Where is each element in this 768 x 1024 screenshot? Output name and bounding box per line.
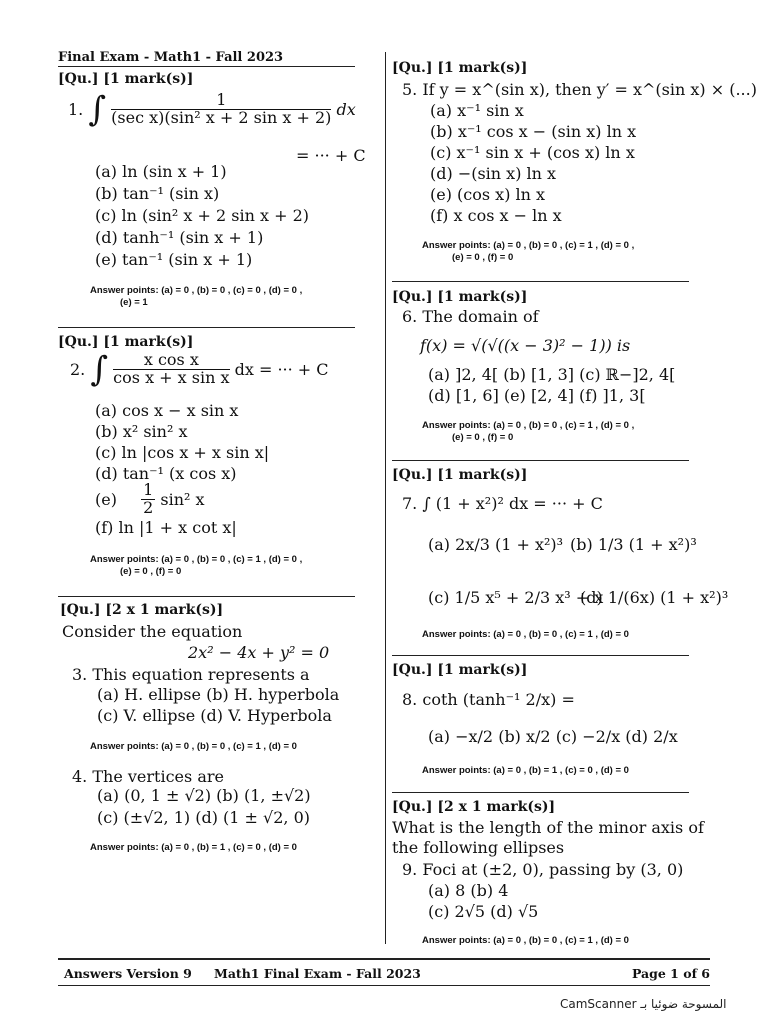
footer-rule [58, 958, 710, 960]
q2-numerator: x cos x [113, 352, 229, 370]
q2-header: [Qu.] [1 mark(s)] [58, 334, 194, 350]
q3-options-row1[interactable]: (a) H. ellipse (b) H. hyperbola [97, 685, 340, 704]
q2-answer-points [90, 554, 302, 578]
q6-options-row1[interactable]: (a) ]2, 4[ (b) [1, 3] (c) ℝ−]2, 4[ [428, 365, 676, 384]
q1-rhs: = ··· + C [296, 146, 366, 165]
q2-answer-line2: (e) = 0 , (f) = 0 [120, 566, 182, 577]
q2-fraction [113, 352, 229, 387]
q2-option-e-rest: sin² x [160, 489, 205, 509]
q2-option-b[interactable]: (b) x² sin² x [95, 422, 188, 441]
exam-title: Final Exam - Math1 - Fall 2023 [58, 50, 284, 65]
q9-intro-line2: the following ellipses [392, 838, 565, 857]
q1-answer-line1: Answer points: (a) = 0 , (b) = 0 , (c) = 0 , (d) = 0 , [90, 285, 303, 296]
q3-answer-points: Answer points: (a) = 0 , (b) = 0 , (c) = 1 , (d) = 0 [90, 741, 297, 752]
q5-answer-points [422, 240, 634, 264]
q9-intro-line1: What is the length of the minor axis of [392, 818, 704, 837]
integral-sign-icon: ∫ [88, 89, 107, 130]
q1-option-c[interactable]: (c) ln (sin² x + 2 sin x + 2) [95, 206, 310, 225]
q7-option-c[interactable]: (c) 1/5 x⁵ + 2/3 x³ + x [428, 588, 604, 607]
q3-header: [Qu.] [2 x 1 mark(s)] [60, 602, 224, 618]
q2-rule [58, 596, 355, 597]
q6-header: [Qu.] [1 mark(s)] [392, 289, 528, 305]
q5-rule [392, 281, 689, 282]
q6-answer-line1: Answer points: (a) = 0 , (b) = 0 , (c) = 1 , (d) = 0 , [422, 420, 635, 431]
q6-function: f(x) = √(√((x − 3)² − 1)) is [420, 336, 631, 355]
q8-options[interactable]: (a) −x/2 (b) x/2 (c) −2/x (d) 2/x [428, 727, 678, 746]
q2-option-e-fraction [141, 482, 155, 517]
q9-question: 9. Foci at (±2, 0), passing by (3, 0) [402, 860, 684, 879]
q5-answer-line2: (e) = 0 , (f) = 0 [452, 252, 514, 263]
q2-rhs: dx = ··· + C [234, 359, 329, 379]
q5-option-e[interactable]: (e) (cos x) ln x [430, 185, 546, 204]
title-underline [58, 66, 355, 67]
q6-answer-points [422, 420, 634, 444]
q1-answer-line2: (e) = 1 [120, 297, 148, 308]
q5-option-d[interactable]: (d) −(sin x) ln x [430, 164, 557, 183]
q8-header: [Qu.] [1 mark(s)] [392, 662, 528, 678]
q1-option-e[interactable]: (e) tan⁻¹ (sin x + 1) [95, 250, 253, 269]
q7-header: [Qu.] [1 mark(s)] [392, 467, 528, 483]
q5-option-c[interactable]: (c) x⁻¹ sin x + (cos x) ln x [430, 143, 635, 162]
q1-option-b[interactable]: (b) tan⁻¹ (sin x) [95, 184, 220, 203]
q6-options-row2[interactable]: (d) [1, 6] (e) [2, 4] (f) ]1, 3[ [428, 386, 646, 405]
q1-rule [58, 327, 355, 328]
q2-option-e-denominator: 2 [143, 497, 154, 517]
q9-options-row1[interactable]: (a) 8 (b) 4 [428, 881, 509, 900]
q8-rule [392, 792, 689, 793]
q1-denominator: (sec x)(sin² x + 2 sin x + 2) [111, 107, 332, 127]
camscanner-watermark: CamScanner المسوحة ضوئيا بـ [560, 997, 727, 1011]
column-divider [385, 52, 386, 944]
q4-answer-points: Answer points: (a) = 0 , (b) = 1 , (c) = 0 , (d) = 0 [90, 842, 297, 853]
q1-numerator: 1 [111, 92, 331, 110]
q7-option-d[interactable]: (d) 1/(6x) (1 + x²)³ [580, 588, 729, 607]
q7-option-b[interactable]: (b) 1/3 (1 + x²)³ [570, 535, 697, 554]
q5-question: 5. If y = x^(sin x), then y′ = x^(sin x) × (...) [402, 80, 757, 99]
q2-number: 2. [70, 359, 86, 379]
q4-options-row1[interactable]: (a) (0, 1 ± √2) (b) (1, ±√2) [97, 786, 311, 805]
footer-bottom-rule [58, 985, 710, 986]
q3-question: 3. This equation represents a [72, 665, 310, 684]
q2-option-e-numerator: 1 [143, 480, 154, 499]
q7-rule [392, 655, 689, 656]
q2-option-d[interactable]: (d) tan⁻¹ (x cos x) [95, 464, 237, 483]
q5-answer-line1: Answer points: (a) = 0 , (b) = 0 , (c) = 1 , (d) = 0 , [422, 240, 635, 251]
q2-option-c[interactable]: (c) ln |cos x + x sin x| [95, 443, 270, 462]
q5-option-a[interactable]: (a) x⁻¹ sin x [430, 101, 524, 120]
q2-option-e-label: (e) [95, 489, 117, 509]
q3-options-row2[interactable]: (c) V. ellipse (d) V. Hyperbola [97, 706, 332, 725]
q1-fraction [111, 92, 331, 127]
q8-question: 8. coth (tanh⁻¹ 2/x) = [402, 690, 575, 709]
q1-dx: dx [336, 99, 356, 119]
integral-sign-icon: ∫ [90, 349, 109, 390]
q5-header: [Qu.] [1 mark(s)] [392, 60, 528, 76]
footer-version: Answers Version 9 [64, 966, 192, 981]
q1-answer-points [90, 285, 302, 309]
q4-question: 4. The vertices are [72, 767, 224, 786]
q9-answer-points: Answer points: (a) = 0 , (b) = 0 , (c) = 1 , (d) = 0 [422, 935, 629, 946]
q3-intro: Consider the equation [62, 622, 243, 641]
q9-header: [Qu.] [2 x 1 mark(s)] [392, 799, 556, 815]
q6-rule [392, 460, 689, 461]
footer-page: Page 1 of 6 [631, 966, 710, 981]
q6-answer-line2: (e) = 0 , (f) = 0 [452, 432, 514, 443]
q7-option-a[interactable]: (a) 2x/3 (1 + x²)³ [428, 535, 564, 554]
q7-question: 7. ∫ (1 + x²)² dx = ··· + C [402, 494, 603, 513]
q9-options-row2[interactable]: (c) 2√5 (d) √5 [428, 902, 539, 921]
q2-option-e[interactable] [95, 482, 205, 517]
q5-option-b[interactable]: (b) x⁻¹ cos x − (sin x) ln x [430, 122, 637, 141]
q2-option-a[interactable]: (a) cos x − x sin x [95, 401, 239, 420]
q1-option-a[interactable]: (a) ln (sin x + 1) [95, 162, 227, 181]
q4-options-row2[interactable]: (c) (±√2, 1) (d) (1 ± √2, 0) [97, 808, 311, 827]
q2-answer-line1: Answer points: (a) = 0 , (b) = 0 , (c) = 1 , (d) = 0 , [90, 554, 303, 565]
footer-exam: Math1 Final Exam - Fall 2023 [214, 966, 421, 981]
q2-denominator: cos x + x sin x [113, 367, 230, 387]
q3-equation: 2x² − 4x + y² = 0 [188, 643, 330, 662]
q2-integral [70, 349, 329, 390]
q8-answer-points: Answer points: (a) = 0 , (b) = 1 , (c) = 0 , (d) = 0 [422, 765, 629, 776]
q2-option-f[interactable]: (f) ln |1 + x cot x| [95, 518, 237, 537]
q7-answer-points: Answer points: (a) = 0 , (b) = 0 , (c) = 1 , (d) = 0 [422, 629, 629, 640]
q6-question: 6. The domain of [402, 307, 539, 326]
q1-integral [68, 89, 356, 142]
q1-header: [Qu.] [1 mark(s)] [58, 71, 194, 87]
q5-option-f[interactable]: (f) x cos x − ln x [430, 206, 562, 225]
q1-number: 1. [68, 99, 84, 119]
q1-option-d[interactable]: (d) tanh⁻¹ (sin x + 1) [95, 228, 264, 247]
